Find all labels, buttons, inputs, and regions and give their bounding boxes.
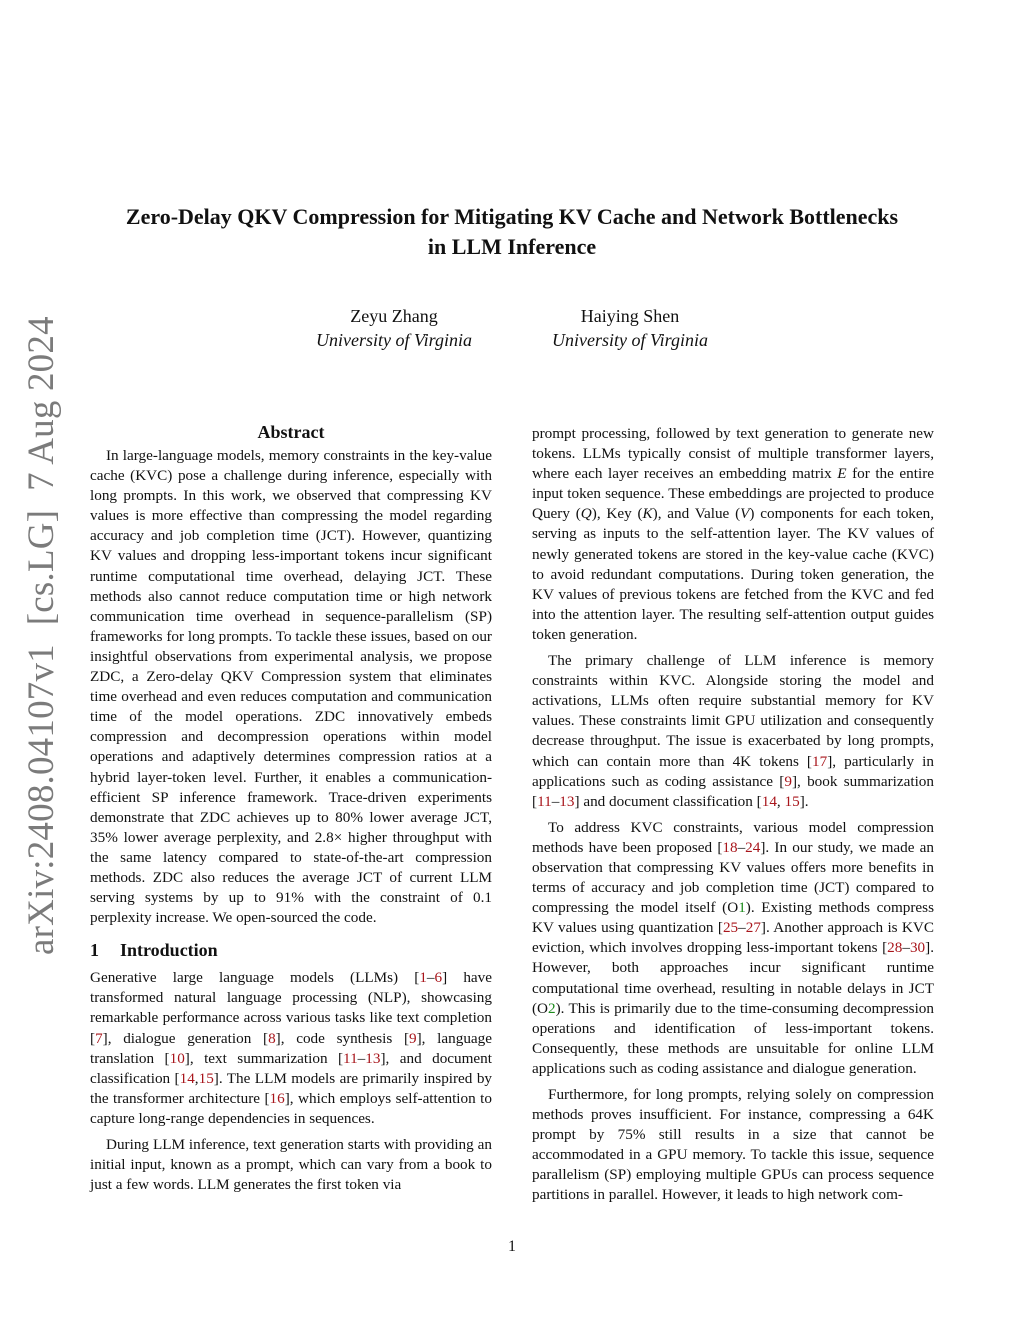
- citation-link[interactable]: 9: [784, 772, 792, 790]
- author-name: Zeyu Zhang: [350, 306, 438, 326]
- author-affiliation: University of Virginia: [552, 330, 708, 350]
- citation-link[interactable]: 1: [419, 969, 427, 987]
- citation-link[interactable]: 27: [745, 919, 761, 937]
- section-heading-introduction: [90, 938, 492, 962]
- citation-link[interactable]: 30: [909, 939, 926, 957]
- citation-link[interactable]: 11: [537, 792, 552, 810]
- author-name: Haiying Shen: [580, 306, 680, 326]
- intro-paragraph-4: The primary challenge of LLM inference is memory constraints within KVC. Alongside storing the model and activations, LLMs often require substantial memory for KV values. These constraints limit GPU utilization and consequently decrease throughput. The issue is exacerbated by long prompts, which can contain more than 4K tokens [17], particularly in applications such as coding assistance [9], book summarization [11–13] and document classification [14, 15].: [532, 652, 934, 810]
- citation-link[interactable]: 17: [812, 752, 828, 770]
- intro-paragraph-6: Furthermore, for long prompts, relying solely on compression methods proves insufficient. For instance, compressing a 64K prompt by 75% still results in a size that cannot be accommodated in a GPU memory. To tackle this issue, sequence parallelism (SP) employing multiple GPUs can process sequence partitions in parallel. However, it leads to high network com-: [532, 1086, 934, 1204]
- intro-paragraph-1: Generative large language models (LLMs) [1–6] have transformed natural language processing (NLP), showcasing remarkable performance across various tasks like text completion [7], dialogue generation [8], code synthesis [9], language translation [10], text summarization [11–13], and document classification [14,15]. The LLM models are primarily inspired by the transformer architecture [16], which employs self-attention to capture long-range dependencies in sequences.: [90, 969, 493, 1127]
- abstract-text: In large-language models, memory constraints in the key-value cache (KVC) pose a challenge during inference, especially with long prompts. In this work, we observed that compressing KV values is more effective than compressing the model regarding accuracy and job completion time (JCT). However, quantizing KV values and dropping less-important tokens incur significant runtime computational time overhead, delaying JCT. These methods also cannot reduce computation time or high network communication time overhead in sequence-parallelism (SP) frameworks for long prompts. To tackle these issues, based on our insightful observations from experimental analysis, we propose ZDC, a Zero-delay QKV Compression system that eliminates time overhead and even reduces computation and communication time of the model operations. ZDC innovatively embeds compression and decompression operations within model operations and adaptively determines compression ratios at a hybrid layer-token level. Further, it enables a communication-efficient SP inference framework. Trace-driven experiments demonstrate that ZDC achieves up to 80% lower average JCT, 35% lower average perplexity, and 2.8× higher throughput with the same latency compared to state-of-the-art compression methods. ZDC also reduces the average JCT of current LLM serving systems by up to 91% with the constraint of 0.1 perplexity increase. We open-sourced the code.: [90, 447, 492, 927]
- abstract-heading: Abstract: [257, 422, 325, 442]
- citation-link[interactable]: 8: [268, 1029, 276, 1047]
- citation-link[interactable]: 25: [722, 919, 739, 937]
- citation-link[interactable]: 10: [169, 1049, 185, 1067]
- observation-link[interactable]: 1: [738, 899, 746, 917]
- citation-link[interactable]: 15: [198, 1069, 214, 1087]
- section-number: 1: [90, 940, 99, 961]
- observation-link[interactable]: 2: [548, 999, 556, 1017]
- citation-link[interactable]: 7: [95, 1029, 103, 1047]
- left-column: [90, 420, 492, 1195]
- author-1: [294, 304, 494, 352]
- citation-link[interactable]: 16: [269, 1089, 285, 1107]
- intro-paragraph-5: To address KVC constraints, various model compression methods have been proposed [18–24]. In our study, we made an observation that compressing KV values offers more benefits in terms of accuracy and job completion time (JCT) compared to compressing the model itself (O1). Existing methods compress KV values using quantization [25–27]. Another approach is KVC eviction, which involves dropping less-important tokens [28–30]. However, both approaches incur significant runtime computational time overhead, resulting in notable delays in JCT (O2). This is primarily due to the time-consuming decompression operations and identification of less-important tokens. Consequently, these methods are unsuitable for online LLM applications such as coding assistance and dialogue generation.: [532, 818, 935, 1077]
- author-affiliation: University of Virginia: [316, 330, 472, 350]
- citation-link[interactable]: 9: [409, 1029, 417, 1047]
- citation-link[interactable]: 13: [559, 792, 575, 810]
- paper-title: [80, 202, 944, 262]
- author-2: [530, 304, 730, 352]
- arxiv-stamp: arXiv:2408.04107v1 [cs.LG] 7 Aug 2024: [21, 316, 62, 955]
- intro-paragraph-3: prompt processing, followed by text generation to generate new tokens. LLMs typically consist of multiple transformer layers, where each layer receives an embedding matrix E for the entire input token sequence. These embeddings are projected to produce Query (Q), Key (K), and Value (V) components for each token, serving as inputs to the self-attention layer. The KV values of newly generated tokens are stored in the key-value cache (KVC) to avoid redundant computations. During token generation, the KV values of previous tokens are fetched from the KVC and fed into the attention layer. The resulting self-attention output guides token generation.: [532, 425, 935, 643]
- citation-link[interactable]: 18: [722, 838, 738, 856]
- page-number: 1: [508, 1238, 516, 1255]
- citation-link[interactable]: 11: [343, 1049, 358, 1067]
- title-line-1: Zero-Delay QKV Compression for Mitigating KV Cache and Network Bottlenecks: [125, 204, 899, 229]
- citation-link[interactable]: 24: [745, 838, 761, 856]
- citation-link[interactable]: 14: [761, 792, 777, 810]
- citation-link[interactable]: 6: [434, 969, 443, 987]
- intro-paragraph-2: During LLM inference, text generation starts with providing an initial input, known as a prompt, which can vary from a book to just a few words. LLM generates the first token via: [90, 1136, 492, 1194]
- citation-link[interactable]: 14: [179, 1069, 195, 1087]
- right-column: [532, 424, 934, 1206]
- section-title: Introduction: [120, 940, 218, 961]
- title-line-2: in LLM Inference: [427, 234, 597, 259]
- citation-link[interactable]: 13: [365, 1049, 381, 1067]
- citation-link[interactable]: 15: [784, 792, 800, 810]
- citation-link[interactable]: 28: [887, 939, 903, 957]
